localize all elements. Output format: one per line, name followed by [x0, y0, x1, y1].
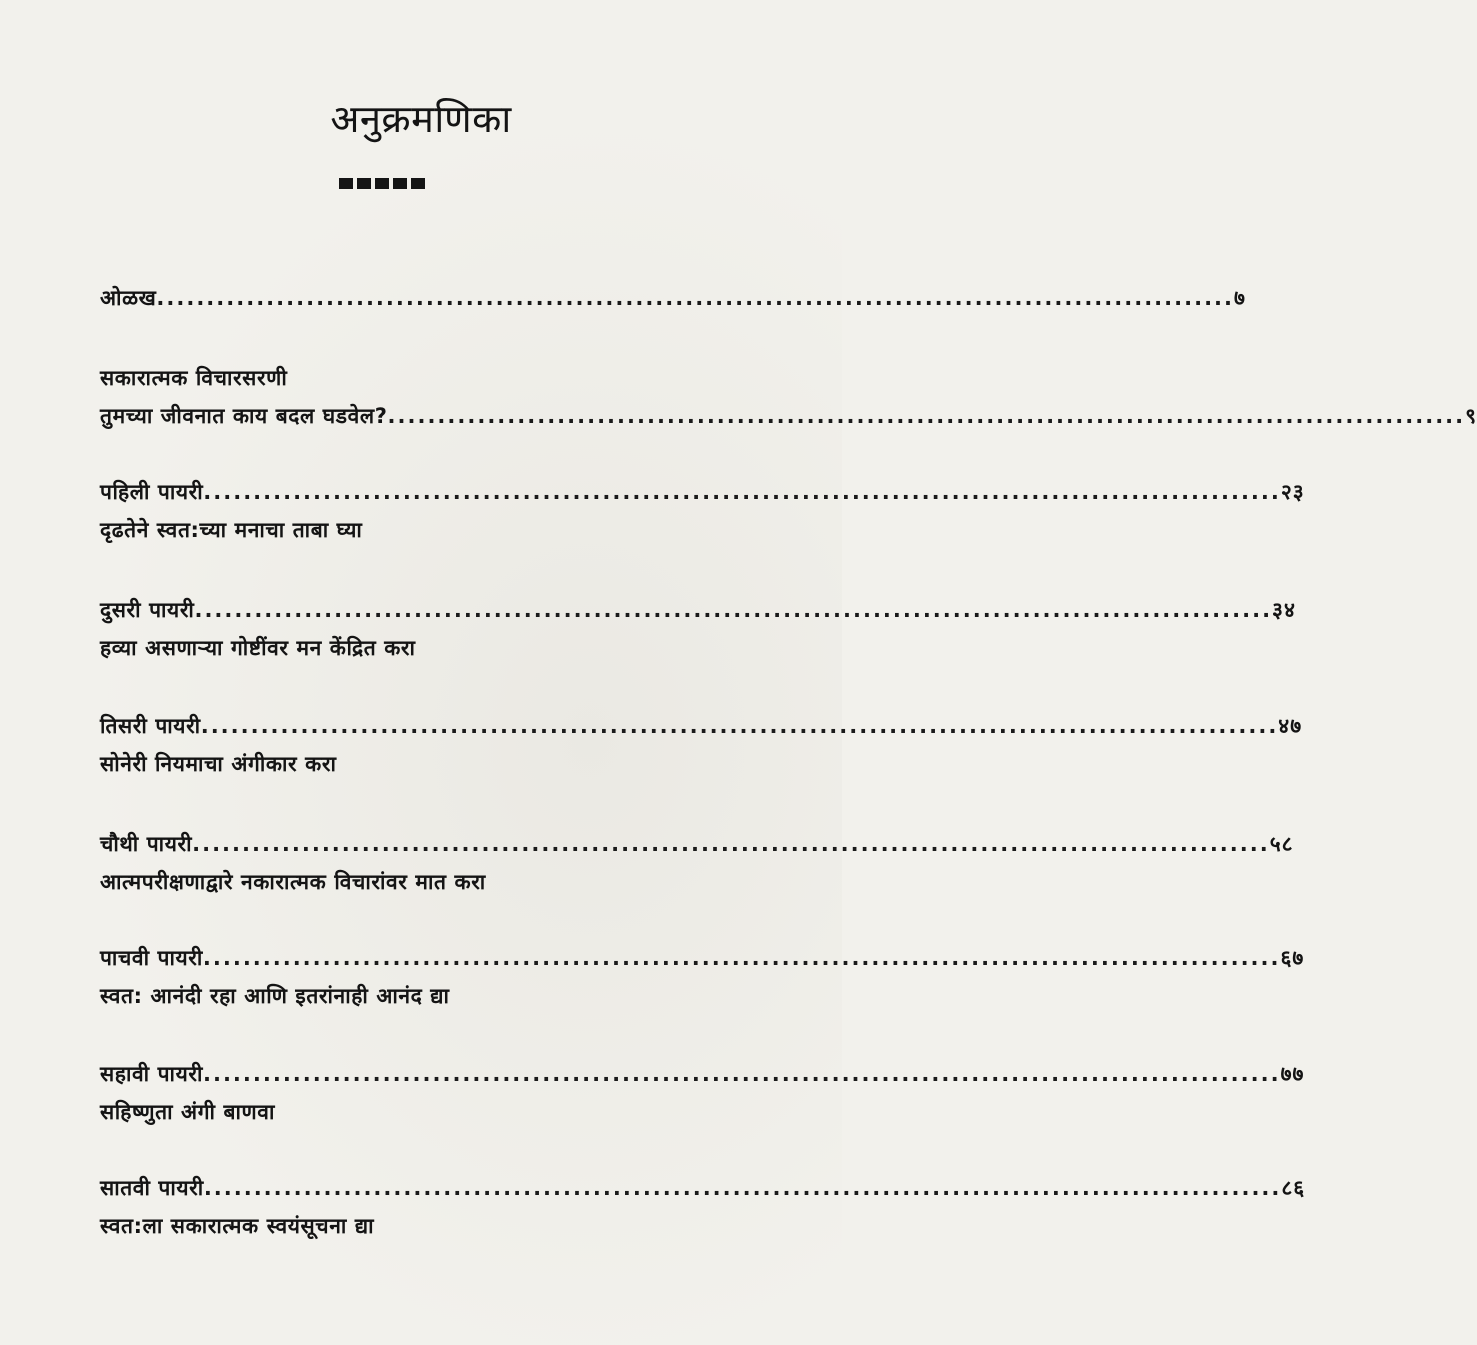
dot-leader: ............................................................................................................: [203, 480, 1281, 504]
page-title: अनुक्रमणिका: [330, 97, 512, 141]
toc-entry-label: चौथी पायरी: [100, 832, 193, 856]
toc-entry-subtitle: स्वत:ला सकारात्मक स्वयंसूचना द्या: [100, 1214, 375, 1238]
toc-entry-introduction[interactable]: [100, 284, 1246, 322]
toc-entry-step-6[interactable]: [100, 1060, 1305, 1136]
ornament-square: [357, 178, 371, 189]
toc-entry-positive-thinking[interactable]: [100, 364, 1477, 440]
toc-line: [100, 1060, 1305, 1098]
toc-page-number: ४७: [1278, 714, 1303, 738]
dot-leader: ............................................................................................................: [192, 832, 1270, 856]
toc-entry-label: दुसरी पायरी: [100, 598, 195, 622]
toc-entry-label: सहावी पायरी: [100, 1062, 203, 1086]
toc-entry-step-4[interactable]: [100, 830, 1294, 906]
toc-entry-subtitle: दृढतेने स्वत:च्या मनाचा ताबा घ्या: [100, 518, 363, 542]
toc-page-number: ६७: [1280, 946, 1305, 970]
toc-entry-step-5[interactable]: [100, 944, 1305, 1020]
dot-leader: ............................................................................................................: [200, 714, 1279, 738]
toc-line: [100, 596, 1296, 634]
toc-entry-label: सकारात्मक विचारसरणी: [100, 366, 288, 390]
toc-line: [100, 944, 1305, 982]
toc-page-number: २३: [1280, 480, 1305, 504]
toc-entry-sublabel: तुमच्या जीवनात काय बदल घडवेल?: [100, 404, 388, 428]
toc-line: [100, 402, 1477, 440]
dot-leader: ............................................................................................................: [203, 1062, 1281, 1086]
ornament-square: [411, 178, 425, 189]
toc-entry-label: सातवी पायरी: [100, 1176, 204, 1200]
toc-entry-step-7[interactable]: [100, 1174, 1306, 1250]
toc-entry-label: पाचवी पायरी: [100, 946, 203, 970]
ornament-square: [393, 178, 407, 189]
toc-page-number: ९: [1465, 404, 1477, 428]
ornament-square: [375, 178, 389, 189]
dot-leader: ............................................................................................................: [203, 1176, 1282, 1200]
dot-leader: ............................................................................................................: [387, 404, 1466, 428]
toc-line: [100, 284, 1246, 322]
toc-page-number: ७: [1234, 286, 1246, 310]
ornament-square: [339, 178, 353, 189]
toc-entry-subtitle: सोनेरी नियमाचा अंगीकार करा: [100, 752, 337, 776]
toc-page-number: ८६: [1281, 1176, 1306, 1200]
toc-entry-subtitle: सहिष्णुता अंगी बाणवा: [100, 1100, 275, 1124]
dot-leader: ............................................................................................................: [202, 946, 1281, 970]
ornament-squares: [339, 178, 425, 189]
toc-entry-subtitle: आत्मपरीक्षणाद्वारे नकारात्मक विचारांवर मात करा: [100, 870, 486, 894]
toc-entry-subtitle: स्वत: आनंदी रहा आणि इतरांनाही आनंद द्या: [100, 984, 450, 1008]
dot-leader: ............................................................................................................: [156, 286, 1234, 310]
toc-page-number: ७७: [1280, 1062, 1305, 1086]
toc-entry-step-3[interactable]: [100, 712, 1303, 788]
toc-page-number: ३४: [1272, 598, 1296, 622]
toc-line: [100, 712, 1303, 750]
dot-leader: ............................................................................................................: [194, 598, 1273, 622]
toc-entry-step-2[interactable]: [100, 596, 1296, 672]
toc-entry-subtitle: हव्या असणाऱ्या गोष्टींवर मन केंद्रित करा: [100, 636, 416, 660]
toc-line: [100, 1174, 1306, 1212]
toc-line: [100, 830, 1294, 868]
toc-line: [100, 478, 1305, 516]
toc-entry-label: ओळख: [100, 286, 157, 310]
toc-page-number: ५८: [1269, 832, 1294, 856]
toc-entry-label: तिसरी पायरी: [100, 714, 201, 738]
toc-entry-label: पहिली पायरी: [100, 480, 204, 504]
toc-entry-step-1[interactable]: [100, 478, 1305, 554]
